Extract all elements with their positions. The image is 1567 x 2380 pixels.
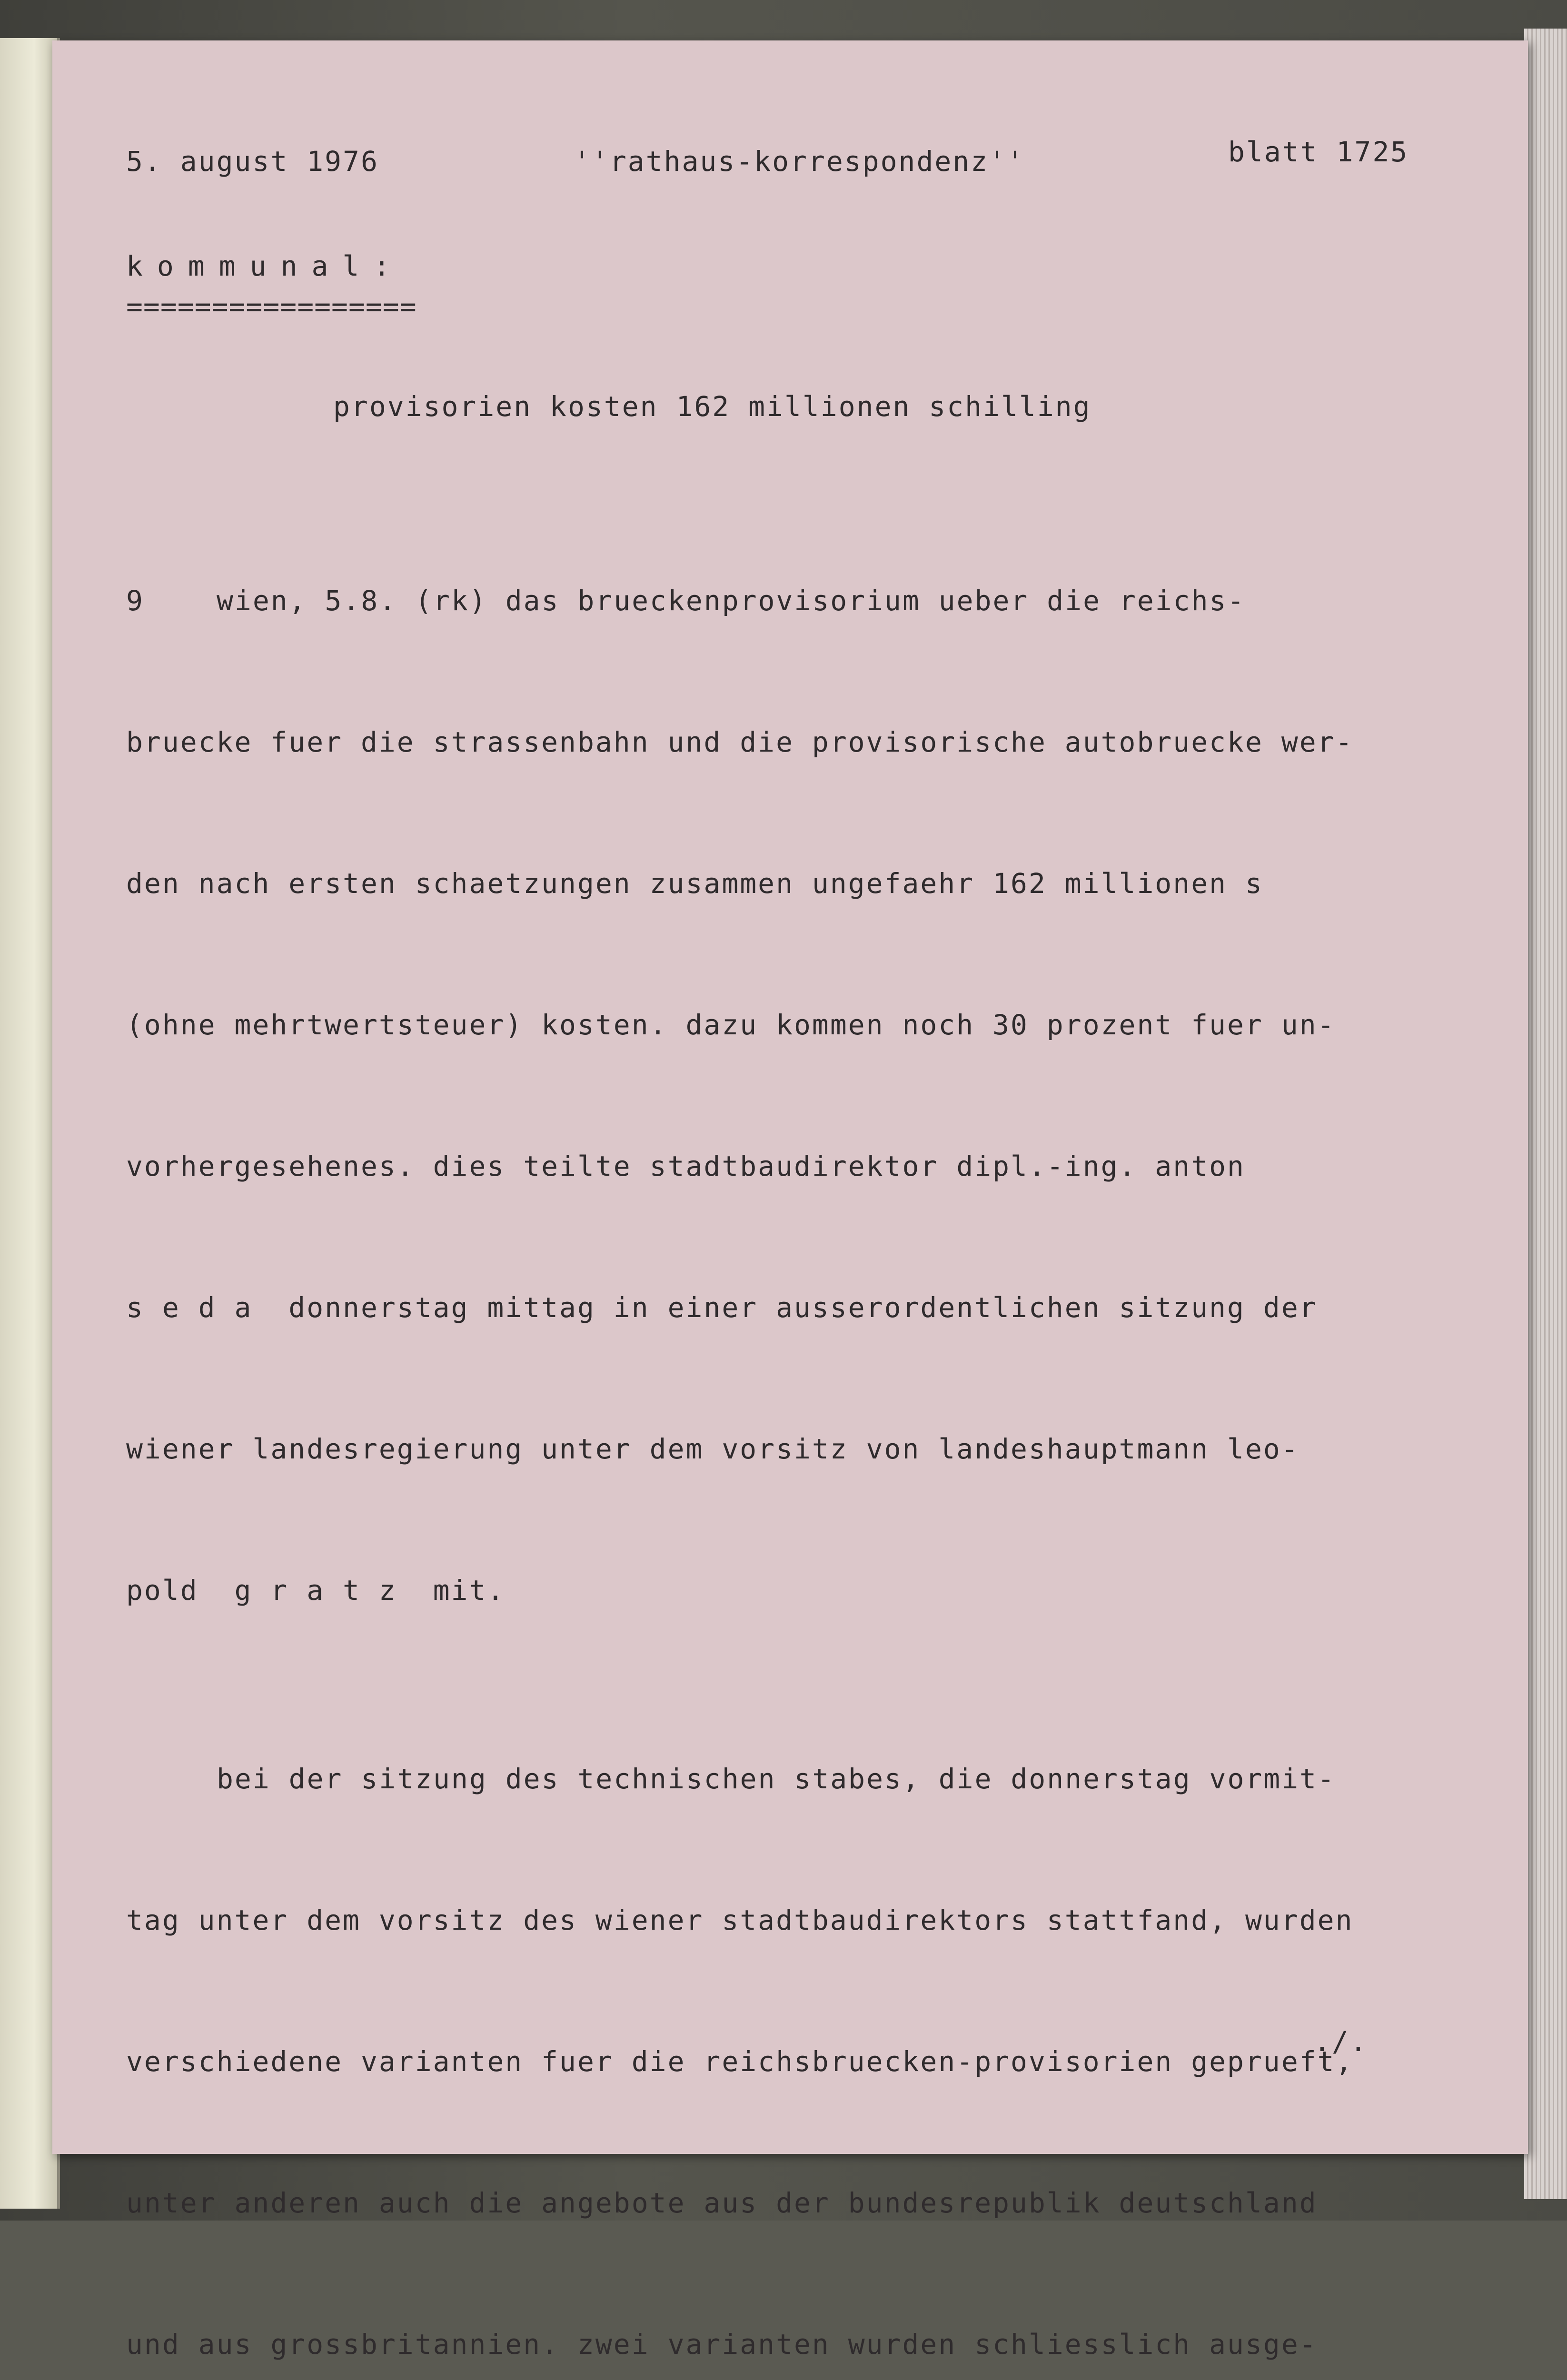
binding-edge [0,38,60,2209]
section-label: kommunal: [126,250,405,282]
article-body [126,483,1372,2380]
continuation-mark: ./. [1314,2025,1368,2058]
body-line: wiener landesregierung unter dem vorsitz von landeshauptmann leo- [126,1433,1299,1465]
body-line: den nach ersten schaetzungen zusammen ungefaehr 162 millionen s [126,867,1263,900]
body-line: und aus grossbritannien. zwei varianten wurden schliesslich ausge- [126,2328,1318,2360]
body-line: unter anderen auch die angebote aus der bundesrepublik deutschland [126,2187,1318,2219]
body-line: s e d a donnerstag mittag in einer ausserordentlichen sitzung der [126,1291,1318,1324]
body-line: 9 wien, 5.8. (rk) das brueckenprovisorium ueber die reichs- [126,577,1372,625]
body-line: pold g r a t z mit. [126,1574,506,1606]
body-line: vorhergesehenes. dies teilte stadtbaudirektor dipl.-ing. anton [126,1150,1245,1182]
header-date: 5. august 1976 [126,145,379,178]
header-publication: ''rathaus-korrespondenz'' [574,145,1025,178]
body-line: bruecke fuer die strassenbahn und die provisorische autobruecke wer- [126,726,1354,758]
section-rule: ================= [126,290,417,323]
article-headline: provisorien kosten 162 millionen schilling [333,390,1091,423]
body-line: verschiedene varianten fuer die reichsbruecken-provisorien geprueft, [126,2045,1354,2078]
body-line: tag unter dem vorsitz des wiener stadtbaudirektors stattfand, wurden [126,1904,1354,1936]
page-stack-edge [1524,29,1567,2199]
document-page [52,40,1528,2360]
paragraph-start: bei der sitzung des technischen stabes, die donnerstag vormit- [217,1763,1336,1795]
item-number: 9 [126,585,144,617]
body-line: (ohne mehrtwertsteuer) kosten. dazu kommen noch 30 prozent fuer un- [126,1009,1336,1041]
header-sheet-number: blatt 1725 [1228,136,1409,168]
